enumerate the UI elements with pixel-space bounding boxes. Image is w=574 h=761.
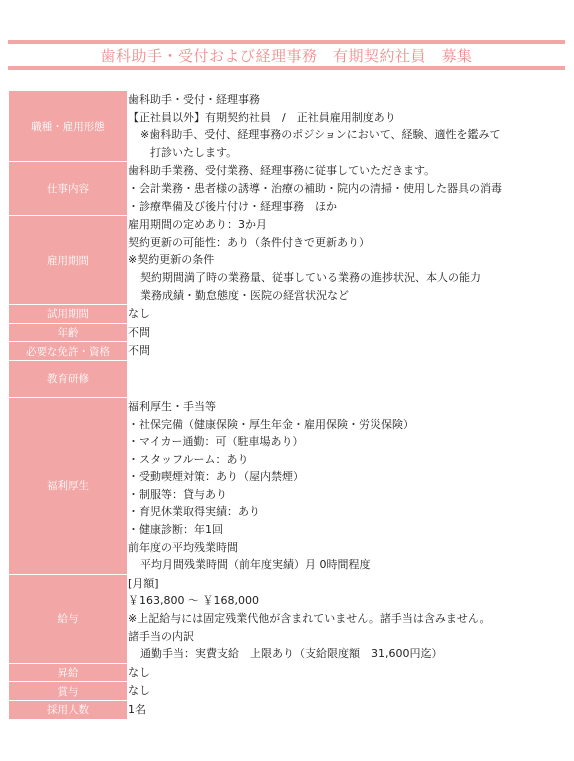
value-line: 【正社員以外】有期契約社員 / 正社員雇用制度あり [128,110,396,124]
value-line: 平均月間残業時間（前年度実績）月 0時間程度 [140,558,371,572]
spec-row [9,305,565,324]
spec-row [9,216,565,305]
value-line: 1名 [128,703,146,716]
value-line: ※歯科助手、受付、経理事務のポジションにおいて、経験、適性を鑑みて [140,128,501,142]
row-label: 職種・雇用形態 [9,91,128,162]
spec-row [9,342,565,361]
spec-row [9,360,565,397]
row-value [128,216,565,305]
row-value [128,162,565,216]
page-title-bar [8,40,565,70]
value-line: ※契約更新の条件 [128,253,215,267]
spec-row [9,91,565,162]
value-line: ・マイカー通勤：可（駐車場あり） [128,435,304,449]
row-label: 採用人数 [9,701,128,720]
value-line: 歯科助手業務、受付業務、経理事務に従事していただきます。 [128,164,436,178]
row-label: 福利厚生 [9,397,128,574]
spec-row [9,574,565,663]
row-label: 雇用期間 [9,216,128,305]
row-value [128,91,565,162]
value-line: 不問 [128,325,150,339]
value-line: 業務成績・勤怠態度・医院の経営状況など [140,288,349,302]
page-title: 歯科助手・受付および経理事務 有期契約社員 募集 [100,46,473,65]
value-line: ・会計業務・患者様の誘導・治療の補助・院内の清掃・使用した器具の消毒 [128,181,502,195]
value-line: ・社保完備（健康保険・厚生年金・雇用保険・労災保険） [128,417,414,431]
spec-row [9,323,565,342]
value-line: 契約更新の可能性：あり（条件付きで更新あり） [128,235,370,249]
value-line: 歯科助手・受付・経理事務 [128,93,260,106]
value-line: なし [128,307,150,321]
row-value [128,342,565,361]
row-value [128,397,565,574]
value-line: なし [128,684,150,698]
row-value [128,682,565,701]
value-line: 契約期間満了時の業務量、従事している業務の進捗状況、本人の能力 [140,270,481,284]
value-line: ・制服等：貸与あり [128,487,227,501]
row-value [128,701,565,720]
row-label: 年齢 [9,323,128,342]
value-line: 諸手当の内訳 [128,629,194,643]
spec-row [9,663,565,682]
value-line: ・健康診断：年1回 [128,523,223,537]
value-line: 打診いたします。 [150,145,238,159]
spec-row [9,701,565,720]
value-line: [月額] [128,576,159,590]
job-spec-table [8,90,565,720]
row-label: 仕事内容 [9,162,128,216]
row-value [128,360,565,397]
value-line: なし [128,665,150,679]
value-line: ・受動喫煙対策：あり（屋内禁煙） [128,470,304,484]
value-line: 不問 [128,344,150,358]
row-label: 給与 [9,574,128,663]
row-value [128,323,565,342]
row-label: 試用期間 [9,305,128,324]
row-label: 教育研修 [9,360,128,397]
value-line: ￥163,800 ～ ￥168,000 [128,594,259,608]
row-value [128,305,565,324]
row-label: 賞与 [9,682,128,701]
value-line: 雇用期間の定めあり：3か月 [128,218,267,232]
spec-row [9,397,565,574]
value-line: ・育児休業取得実績：あり [128,505,260,519]
value-line: 前年度の平均残業時間 [128,540,238,554]
row-label: 昇給 [9,663,128,682]
row-value [128,574,565,663]
value-line: 通勤手当：実費支給 上限あり（支給限度額 31,600円迄） [140,647,443,661]
spec-row [9,162,565,216]
spec-row [9,682,565,701]
value-line: ・スタッフルーム：あり [128,452,249,466]
value-line: ・診療準備及び後片付け・経理事務 ほか [128,199,337,213]
value-line: ※上記給与には固定残業代他が含まれていません。諸手当は含みません。 [128,612,491,626]
value-line: 福利厚生・手当等 [128,399,216,413]
row-value [128,663,565,682]
row-label: 必要な免許・資格 [9,342,128,361]
